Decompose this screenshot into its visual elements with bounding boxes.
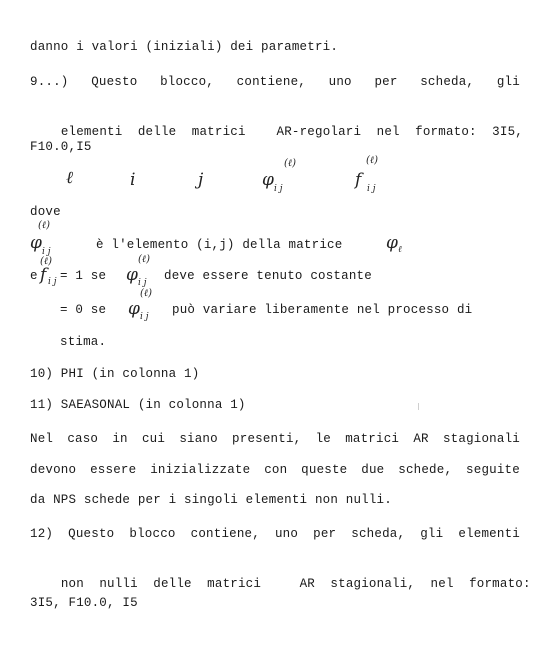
handwritten-f: f [355, 170, 362, 190]
handwritten-phi: φ [30, 233, 42, 253]
text-line-item-12: 12) Questo blocco contiene, uno per scheda, gli elementi [30, 527, 520, 541]
handwritten-sub-ij: i j [140, 312, 149, 322]
handwritten-sup-l: (ℓ) [138, 254, 150, 265]
handwritten-phi: φ [262, 170, 274, 190]
text-e-prefix: e [30, 269, 38, 283]
text-line-format: F10.0,I5 [30, 140, 92, 154]
handwritten-sub-ij: i j [42, 247, 51, 257]
text-line-item-9: 9...) Questo blocco, contiene, uno per scheda, gli [30, 75, 520, 89]
text-paragraph-line-1: Nel caso in cui siano presenti, le matrici AR stagionali [30, 432, 520, 446]
handwritten-sub-l: ℓ [398, 245, 402, 255]
handwritten-phi: φ [128, 299, 140, 319]
text-paragraph-line-3: da NPS schede per i singoli elementi non nulli. [30, 493, 392, 507]
handwritten-sup-l: (ℓ) [38, 220, 50, 231]
text-definition-one: = 1 se [60, 269, 107, 283]
handwritten-i: i [130, 170, 136, 190]
handwritten-f: f [40, 265, 47, 285]
text-definition-zero: = 0 se [60, 303, 107, 317]
scan-mark [418, 403, 419, 410]
text-line-item-10: 10) PHI (in colonna 1) [30, 367, 200, 381]
text-dove: dove [30, 205, 61, 219]
text-stima: stima. [60, 335, 107, 349]
handwritten-sub-ij: i j [138, 278, 147, 288]
text-definition-one-rest: deve essere tenuto costante [164, 269, 372, 283]
handwritten-sub-ij: i j [274, 184, 283, 194]
text-line-format-2: 3I5, F10.0, I5 [30, 596, 138, 610]
handwritten-sup-l: (ℓ) [140, 288, 152, 299]
handwritten-sup-l: (ℓ) [366, 155, 378, 166]
handwritten-sub-ij: i j [367, 184, 376, 194]
handwritten-sub-ij: i j [48, 277, 57, 287]
handwritten-sup-l: (ℓ) [284, 158, 296, 169]
text-line-elementi-ar: elementi delle matrici AR-regolari nel formato: 3I5, [60, 125, 523, 139]
text-line-item-12-cont: non nulli delle matrici AR stagionali, nel formato: [60, 577, 531, 591]
handwritten-j: j [198, 170, 204, 190]
text-paragraph-line-2: devono essere inizializzate con queste due schede, seguite [30, 463, 520, 477]
handwritten-phi: φ [126, 265, 138, 285]
text-line-valori: danno i valori (iniziali) dei parametri. [30, 40, 339, 54]
text-definition-element: è l'elemento (i,j) della matrice [96, 238, 343, 252]
handwritten-sup-l: (ℓ) [40, 256, 52, 267]
handwritten-phi: φ [386, 233, 398, 253]
text-line-item-11: 11) SAEASONAL (in colonna 1) [30, 398, 246, 412]
handwritten-l: ℓ [66, 168, 74, 188]
text-definition-zero-rest: può variare liberamente nel processo di [172, 303, 473, 317]
